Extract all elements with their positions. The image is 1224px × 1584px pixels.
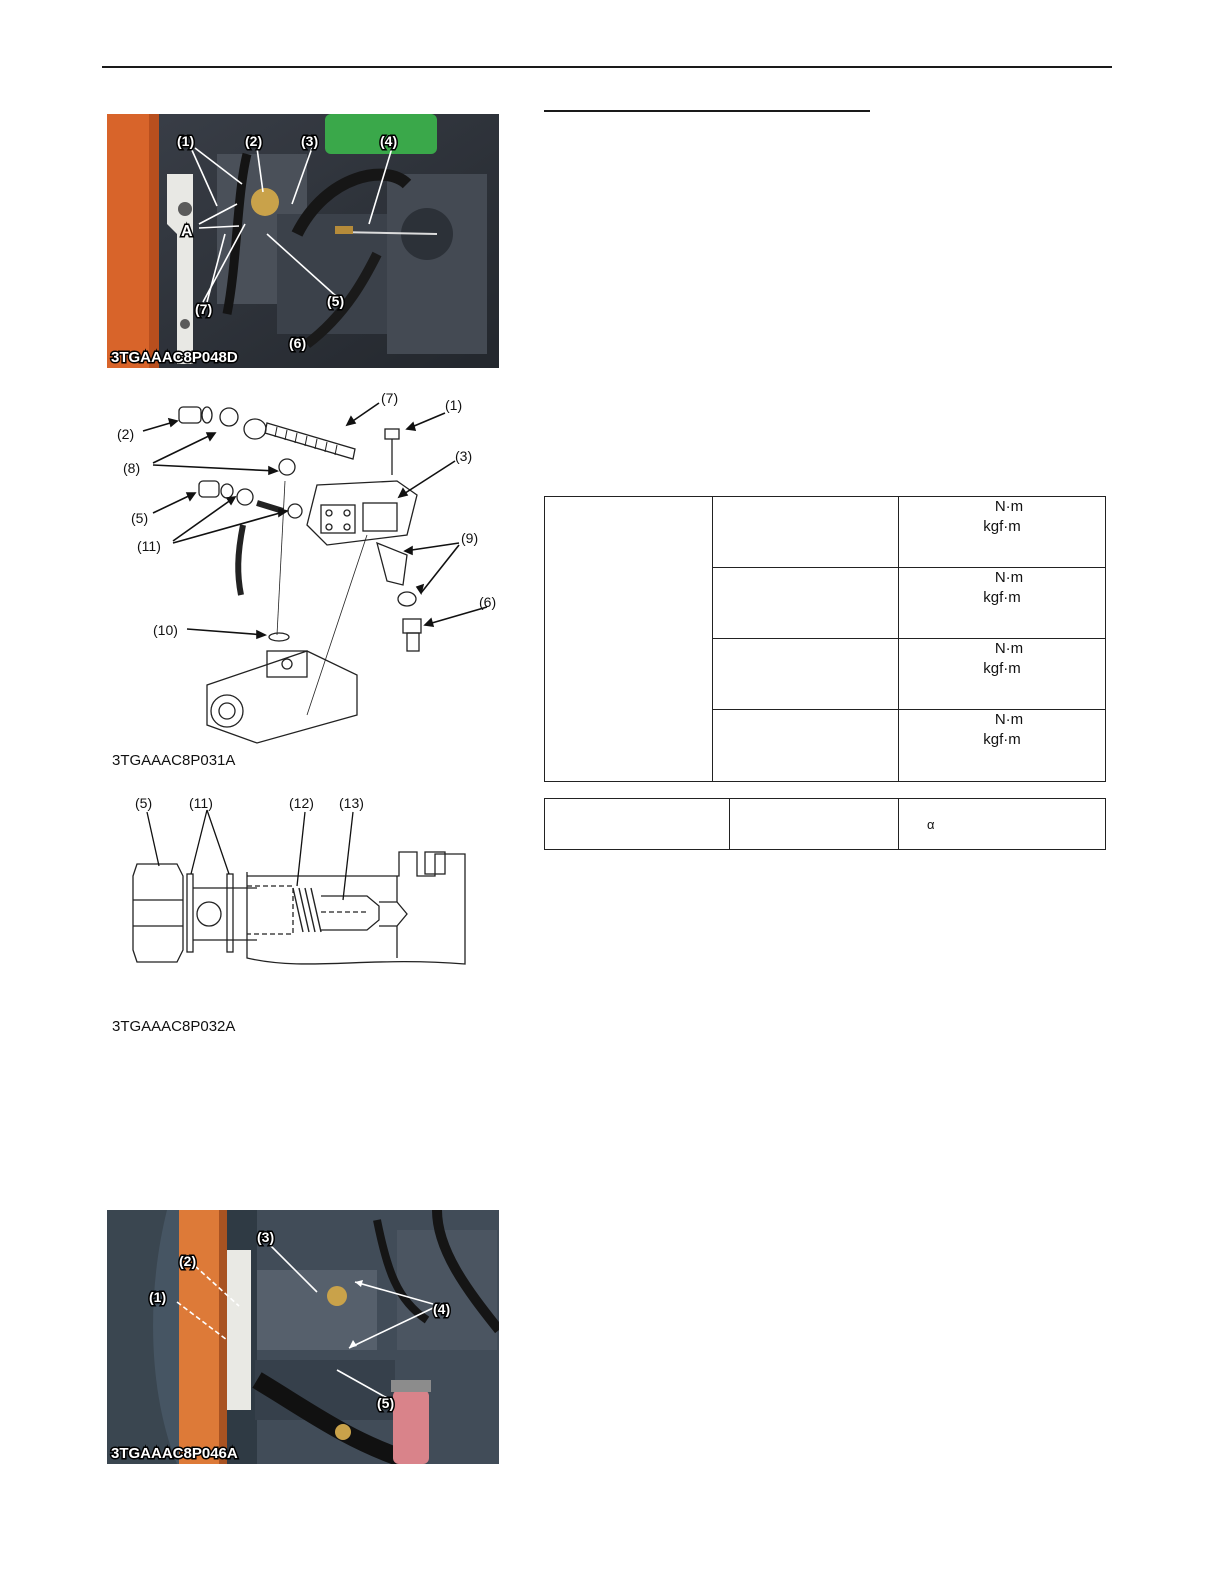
- spec-table-row: [545, 799, 1106, 850]
- section-callout-5: (5): [135, 795, 153, 811]
- torque-table-row: [545, 497, 1106, 568]
- engine-photo-bottom-image: [107, 1210, 499, 1464]
- spec-table: [544, 798, 1106, 850]
- exploded-callout-2: (2): [117, 426, 135, 442]
- torque-unit-cell: [899, 639, 1106, 710]
- exploded-callout-9: (9): [461, 530, 479, 546]
- engine-photo-top-image: [107, 114, 499, 368]
- exploded-callout-11: (11): [137, 538, 161, 554]
- torque-unit-nm: N·m: [994, 569, 1024, 586]
- section-diagram-figure-id: 3TGAAAC8P032A: [112, 1018, 236, 1035]
- exploded-diagram-drawing: [107, 385, 502, 745]
- section-callout-11: (11): [189, 795, 213, 811]
- spec-part-cell: [730, 799, 899, 850]
- torque-unit-cell: [899, 710, 1106, 782]
- exploded-callout-10: (10): [153, 622, 178, 638]
- torque-item-cell: [545, 497, 713, 782]
- exploded-callout-1: (1): [445, 397, 463, 413]
- page-top-rule: [102, 66, 1112, 68]
- torque-unit-kgfm: kgf·m: [983, 518, 1021, 535]
- torque-table: [544, 496, 1106, 782]
- spec-value-cell: [899, 799, 1106, 850]
- engine-photo-bottom: [107, 1210, 499, 1464]
- torque-part-cell: [713, 639, 899, 710]
- torque-unit-nm: N·m: [994, 711, 1024, 728]
- exploded-callout-6: (6): [479, 594, 497, 610]
- photo-top-callout-3: (3): [301, 133, 319, 149]
- photo-bottom-callout-3: (3): [257, 1229, 275, 1245]
- photo-bottom-callout-4: (4): [433, 1301, 451, 1317]
- photo-top-callout-4: (4): [380, 133, 398, 149]
- photo-top-callout-1: (1): [177, 133, 195, 149]
- section-callout-13: (13): [339, 795, 364, 811]
- photo-top-figure-id: 3TGAAAC8P048D: [111, 349, 238, 366]
- photo-top-callout-2: (2): [245, 133, 263, 149]
- torque-unit-nm: N·m: [994, 640, 1024, 657]
- exploded-diagram-figure-id: 3TGAAAC8P031A: [112, 752, 236, 769]
- spec-item-cell: [545, 799, 730, 850]
- spec-symbol: α: [927, 816, 935, 832]
- photo-top-marker-a: A: [181, 223, 193, 240]
- torque-unit-kgfm: kgf·m: [983, 731, 1021, 748]
- photo-bottom-callout-2: (2): [179, 1253, 197, 1269]
- torque-unit-cell: [899, 568, 1106, 639]
- section-diagram-drawing: [107, 790, 502, 980]
- exploded-callout-8: (8): [123, 460, 141, 476]
- section-callout-12: (12): [289, 795, 314, 811]
- section-diagram: [107, 790, 502, 980]
- section-heading-underline: [544, 110, 870, 112]
- photo-top-callout-6: (6): [289, 335, 307, 351]
- torque-unit-nm: N·m: [994, 498, 1024, 515]
- photo-bottom-callout-1: (1): [149, 1289, 167, 1305]
- photo-bottom-figure-id: 3TGAAAC8P046A: [111, 1445, 238, 1462]
- exploded-diagram: [107, 385, 502, 745]
- exploded-callout-3: (3): [455, 448, 473, 464]
- torque-unit-cell: [899, 497, 1106, 568]
- photo-top-callout-5: (5): [327, 293, 345, 309]
- exploded-callout-7: (7): [381, 390, 399, 406]
- torque-part-cell: [713, 710, 899, 782]
- exploded-callout-5: (5): [131, 510, 149, 526]
- photo-bottom-callout-5: (5): [377, 1395, 395, 1411]
- torque-unit-kgfm: kgf·m: [983, 660, 1021, 677]
- torque-unit-kgfm: kgf·m: [983, 589, 1021, 606]
- torque-part-cell: [713, 497, 899, 568]
- torque-part-cell: [713, 568, 899, 639]
- engine-photo-top: [107, 114, 499, 368]
- photo-top-callout-7: (7): [195, 301, 213, 317]
